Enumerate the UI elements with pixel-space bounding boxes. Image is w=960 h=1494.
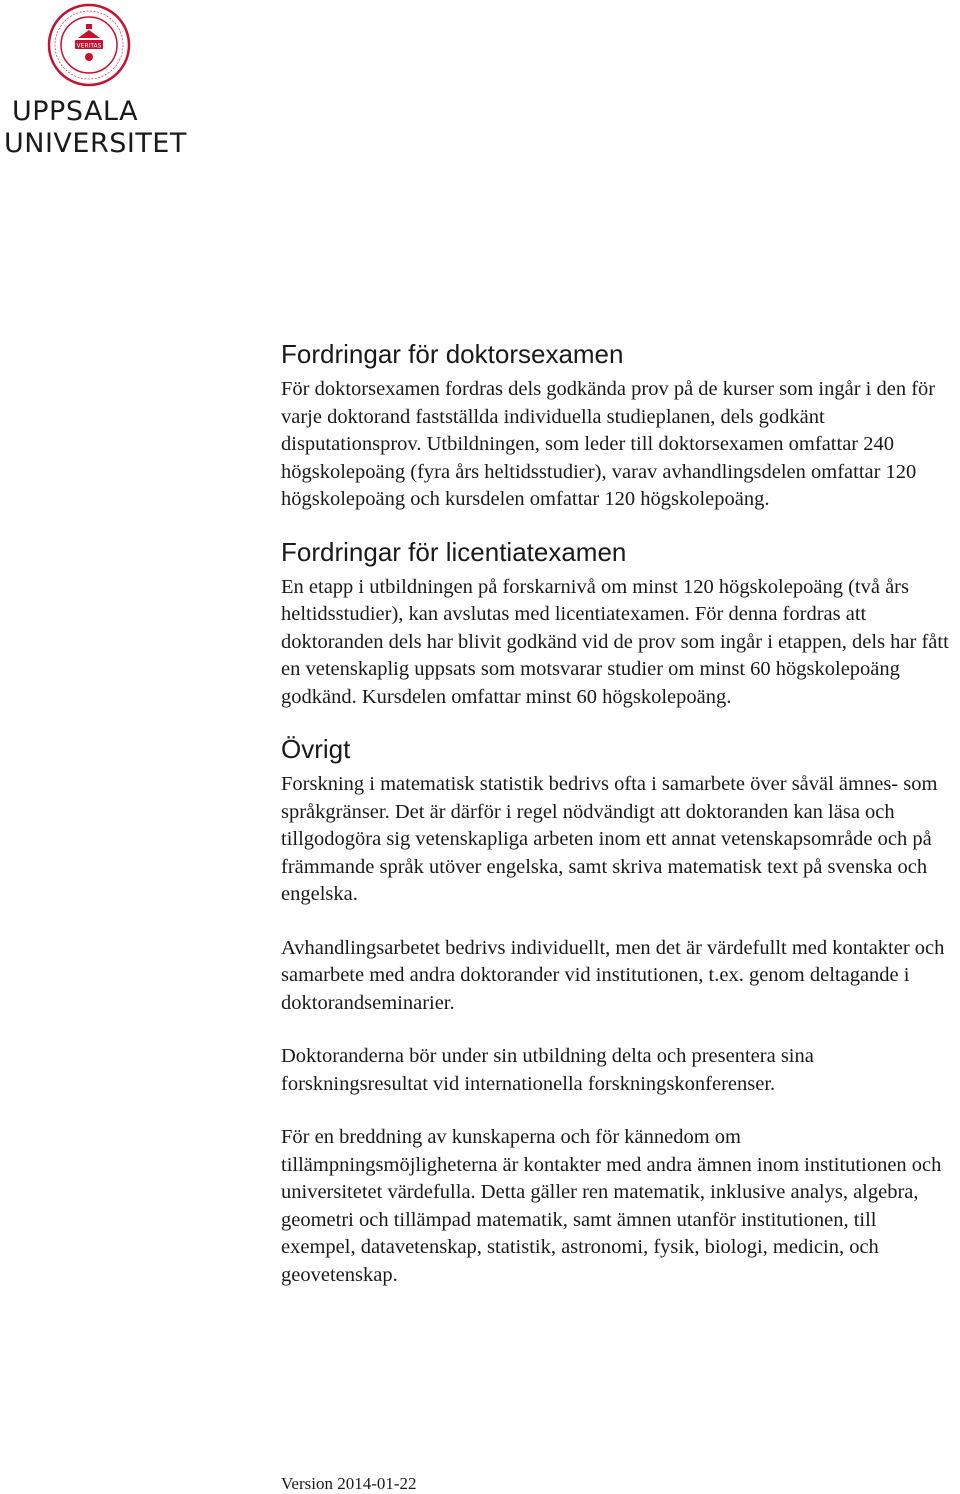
section-heading: Fordringar för doktorsexamen — [281, 339, 624, 369]
paragraph: För en breddning av kunskaperna och för kännedom om tillämpningsmöjligheterna är kontakter med andra ämnen inom institutionen och universitetet värdefulla. Detta gäller ren matematik, inklusive analys, algebra, geometri och tillämpad matematik, samt ämnen utanför institutionen, till exempel, datavetenskap, statistik, astronomi, fysik, biologi, medicin, och geovetenskap. — [281, 1126, 942, 1286]
paragraph: För doktorsexamen fordras dels godkända prov på de kurser som ingår i den för varje doktorand fastställda individuella studieplanen, dels godkänt disputationsprov. Utbildningen, som leder till doktorsexamen omfattar 240 högskolepoäng (fyra års heltidsstudier), varav avhandlingsdelen omfattar 120 högskolepoäng och kursdelen omfattar 120 högskolepoäng. — [281, 378, 936, 510]
section-ovrigt — [281, 733, 953, 1289]
paragraph: Doktoranderna bör under sin utbildning delta och presentera sina forskningsresultat vid internationella forskningskonferenser. — [281, 1045, 814, 1095]
logo-text-uppsala: UPPSALA — [12, 96, 139, 127]
seal-motto: VERITAS — [76, 42, 102, 50]
section-doktorsexamen — [281, 338, 953, 514]
version-footer: Version 2014-01-22 — [281, 1474, 417, 1493]
document-body — [281, 338, 953, 1289]
paragraph: Forskning i matematisk statistik bedrivs ofta i samarbete över såväl ämnes- som språkgränser. Det är därför i regel nödvändigt att doktoranden kan läsa och tillgodogöra sig vetenskapliga arbeten inom ett annat vetenskapsområde och på främmande språk utöver engelska, samt skriva matematisk text på svenska och engelska. — [281, 773, 938, 905]
university-logo — [4, 2, 187, 162]
seal-icon — [37, 2, 141, 88]
section-heading: Övrigt — [281, 734, 351, 764]
paragraph: Avhandlingsarbetet bedrivs individuellt, men det är värdefullt med kontakter och samarbete med andra doktorander vid institutionen, t.ex. genom deltagande i doktorandseminarier. — [281, 936, 945, 1014]
paragraph: En etapp i utbildningen på forskarnivå om minst 120 högskolepoäng (två års heltidsstudier), kan avslutas med licentiatexamen. För denna fordras att doktoranden dels har blivit godkänd vid de prov som ingår i etappen, dels har fått en vetenskaplig uppsats som motsvarar studier om minst 60 högskolepoäng godkänd. Kursdelen omfattar minst 60 högskolepoäng. — [281, 575, 949, 708]
section-licentiatexamen — [281, 536, 953, 712]
section-heading: Fordringar för licentiatexamen — [281, 536, 627, 567]
logo-text-universitet: UNIVERSITET — [4, 128, 187, 159]
